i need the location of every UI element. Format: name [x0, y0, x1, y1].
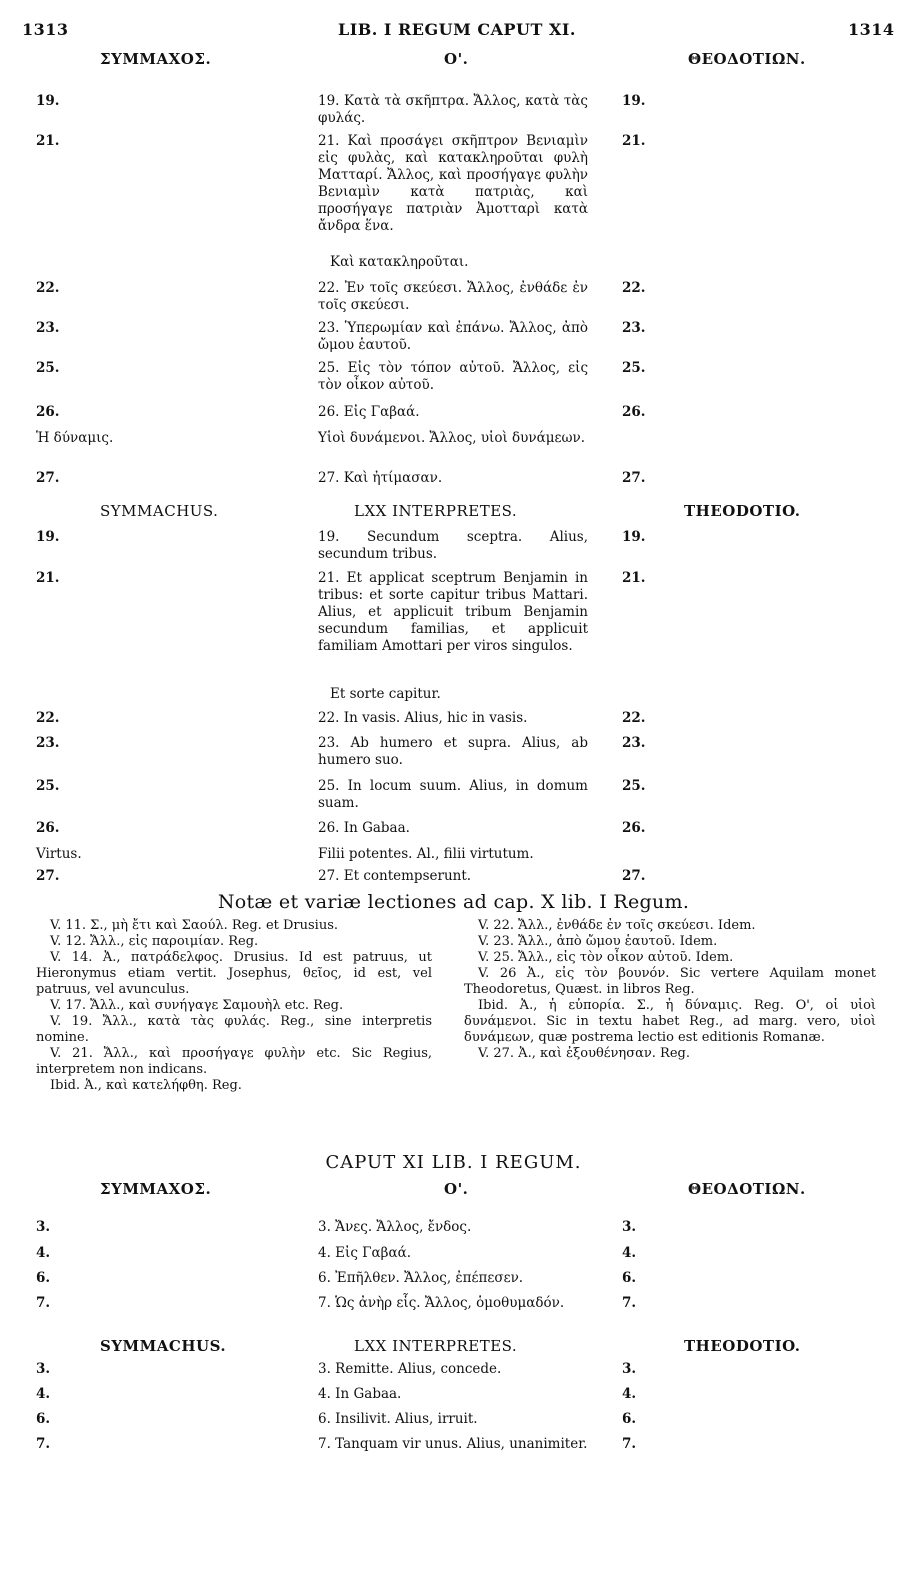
verse-number: 26.: [622, 820, 646, 836]
section-title: CAPUT XI LIB. I REGUM.: [325, 1152, 582, 1173]
verse-text: 19. Κατὰ τὰ σκῆπτρα. Ἄλλος, κατὰ τὰς φυλάς.: [318, 93, 588, 126]
col-header-lxx-latin: LXX INTERPRETES.: [354, 1337, 518, 1355]
page-number-left: 1313: [22, 20, 69, 39]
verse-text: 27. Et contempserunt.: [318, 868, 472, 884]
verse-number: 22.: [622, 280, 646, 296]
verse-number: 25.: [622, 778, 646, 794]
note: V. 23. Ἄλλ., ἀπὸ ὤμου ἑαυτοῦ. Idem.: [478, 934, 718, 949]
note: V. 14. Ἀ., πατράδελφος. Drusius. Id est patruus, ut Hieronymus etiam vertit. Josephus, θεῖος, id est, vel patruus, vel avunculus.: [36, 950, 432, 997]
col-header-lxx-latin: LXX INTERPRETES.: [354, 502, 518, 520]
verse-text: 27. Καὶ ἠτίμασαν.: [318, 470, 443, 486]
verse-text: 4. Εἰς Γαβαά.: [318, 1245, 411, 1261]
verse-number: 27.: [622, 868, 646, 884]
page-number-right: 1314: [848, 20, 895, 39]
verse-text: Υἱοὶ δυνάμενοι. Ἄλλος, υἱοὶ δυνάμεων.: [318, 430, 585, 446]
verse-text: 25. In locum suum. Alius, in domum suam.: [318, 778, 588, 811]
verse-number: 6.: [622, 1270, 637, 1286]
verse-text: 22. In vasis. Alius, hic in vasis.: [318, 710, 528, 726]
verse-number: 27.: [36, 868, 60, 884]
verse-number: 22.: [36, 280, 60, 296]
verse-text: 25. Εἰς τὸν τόπον αὐτοῦ. Ἄλλος, εἰς τὸν οἶκον αὐτοῦ.: [318, 360, 588, 393]
verse-text: 6. Ἐπῆλθεν. Ἄλλος, ἐπέπεσεν.: [318, 1270, 524, 1286]
verse-number: 27.: [622, 470, 646, 486]
col-header-symmachus-greek: ΣΥΜΜΑΧΟΣ.: [100, 50, 212, 68]
verse-number: 25.: [36, 778, 60, 794]
verse-text: 6. Insilivit. Alius, irruit.: [318, 1411, 478, 1427]
notes-title: Notæ et variæ lectiones ad cap. X lib. I Regum.: [217, 891, 690, 913]
verse-text: 19. Secundum sceptra. Alius, secundum tribus.: [318, 529, 588, 562]
note: V. 12. Ἄλλ., εἰς παροιμίαν. Reg.: [50, 934, 259, 949]
note: V. 19. Ἄλλ., κατὰ τὰς φυλάς. Reg., sine interpretis nomine.: [36, 1014, 432, 1045]
symmachus-reading: Ἡ δύναμις.: [36, 430, 114, 446]
col-header-symmachus-latin: SYMMACHUS.: [100, 1337, 227, 1355]
verse-number: 6.: [36, 1270, 51, 1286]
verse-number: 4.: [36, 1386, 51, 1402]
verse-number: 26.: [36, 404, 60, 420]
verse-number: 7.: [36, 1295, 51, 1311]
verse-number: 22.: [36, 710, 60, 726]
verse-text: 26. Εἰς Γαβαά.: [318, 404, 420, 420]
verse-number: 3.: [36, 1361, 51, 1377]
verse-text: 3. Remitte. Alius, concede.: [318, 1361, 502, 1377]
verse-number: 19.: [36, 93, 60, 109]
verse-number: 4.: [622, 1386, 637, 1402]
verse-number: 23.: [36, 735, 60, 751]
verse-number: 4.: [622, 1245, 637, 1261]
note: V. 21. Ἄλλ., καὶ προσήγαγε φυλὴν etc. Sic Regius, interpretem non indicans.: [36, 1046, 432, 1077]
verse-text: 21. Et applicat sceptrum Benjamin in tribus: et sorte capitur tribus Mattari. Alius, et applicuit tribum Benjamin secundum familias, et applicuit familiam Amottari per viros singulos.: [318, 570, 588, 654]
verse-number: 25.: [36, 360, 60, 376]
verse-number: 7.: [622, 1295, 637, 1311]
verse-number: 4.: [36, 1245, 51, 1261]
note: V. 11. Σ., μὴ ἔτι καὶ Σαούλ. Reg. et Drusius.: [50, 918, 339, 933]
col-header-symmachus-latin: SYMMACHUS.: [100, 502, 219, 520]
col-header-theodotion-greek: ΘΕΟΔΟΤΙΩΝ.: [688, 50, 806, 68]
verse-text: 21. Καὶ προσάγει σκῆπτρον Βενιαμὶν εἰς φυλὰς, καὶ κατακληροῦται φυλὴ Ματταρί. Ἄλλος, καὶ προσήγαγε φυλὴν Βενιαμὶν κατὰ πατριὰς, καὶ προσήγαγε πατριὰν Ἀμοτταρὶ κατὰ ἄνδρα ἕνα.: [318, 133, 588, 234]
col-header-symmachus-greek: ΣΥΜΜΑΧΟΣ.: [100, 1180, 212, 1198]
note: V. 22. Ἄλλ., ἐνθάδε ἐν τοῖς σκεύεσι. Idem.: [478, 918, 756, 933]
verse-number: 19.: [622, 93, 646, 109]
col-header-theodotion-latin: THEODOTIO.: [684, 1337, 801, 1355]
note: Ibid. Ἀ., ἡ εὐπορία. Σ., ἡ δύναμις. Reg. O', οἱ υἱοὶ δυνάμενοι. Sic in textu habet Reg., ad marg. vero, υἱοὶ δυνάμεων, quæ postrema lectio est editionis Romanæ.: [464, 998, 876, 1045]
verse-text: 26. In Gabaa.: [318, 820, 410, 836]
note: V. 27. Ἀ., καὶ ἐξουθένησαν. Reg.: [478, 1046, 690, 1061]
notes-right-column: [464, 918, 876, 1062]
verse-text: Filii potentes. Al., filii virtutum.: [318, 846, 534, 862]
verse-number: 3.: [622, 1219, 637, 1235]
verse-number: 26.: [622, 404, 646, 420]
notes-left-column: [36, 918, 432, 1094]
col-header-theodotion-latin: THEODOTIO.: [684, 502, 801, 520]
verse-number: 23.: [622, 320, 646, 336]
note: V. 25. Ἄλλ., εἰς τὸν οἶκον αὐτοῦ. Idem.: [478, 950, 734, 965]
verse-number: 21.: [622, 133, 646, 149]
verse-text: 4. In Gabaa.: [318, 1386, 402, 1402]
page-title: LIB. I REGUM CAPUT XI.: [338, 20, 576, 39]
verse-number: 19.: [622, 529, 646, 545]
verse-number: 25.: [622, 360, 646, 376]
col-header-lxx-greek: Ο'.: [444, 1180, 469, 1198]
verse-number: 7.: [36, 1436, 51, 1452]
verse-number: 21.: [622, 570, 646, 586]
verse-text: 23. Ὑπερωμίαν καὶ ἐπάνω. Ἄλλος, ἀπὸ ὤμου ἑαυτοῦ.: [318, 320, 588, 353]
verse-number: 19.: [36, 529, 60, 545]
verse-number: 22.: [622, 710, 646, 726]
verse-number: 21.: [36, 133, 60, 149]
verse-text: 23. Ab humero et supra. Alius, ab humero suo.: [318, 735, 588, 768]
note: V. 26 Ἀ., εἰς τὸν βουνόν. Sic vertere Aquilam monet Theodoretus, Quæst. in libros Reg.: [464, 966, 876, 997]
verse-text: 7. Ὡς ἀνὴρ εἷς. Ἄλλος, ὁμοθυμαδόν.: [318, 1295, 565, 1311]
verse-number: 6.: [36, 1411, 51, 1427]
symmachus-reading: Virtus.: [36, 846, 82, 862]
verse-number: 6.: [622, 1411, 637, 1427]
verse-number: 3.: [36, 1219, 51, 1235]
note: V. 17. Ἄλλ., καὶ συνήγαγε Σαμουὴλ etc. Reg.: [50, 998, 344, 1013]
verse-number: 23.: [36, 320, 60, 336]
verse-text: 22. Ἐν τοῖς σκεύεσι. Ἄλλος, ἐνθάδε ἐν τοῖς σκεύεσι.: [318, 280, 588, 313]
col-header-theodotion-greek: ΘΕΟΔΟΤΙΩΝ.: [688, 1180, 806, 1198]
col-header-lxx-greek: Ο'.: [444, 50, 469, 68]
verse-number: 3.: [622, 1361, 637, 1377]
verse-text: 3. Ἄνες. Ἄλλος, ἔνδος.: [318, 1219, 472, 1235]
verse-number: 21.: [36, 570, 60, 586]
note: Ibid. Ἀ., καὶ κατελήφθη. Reg.: [50, 1078, 242, 1093]
verse-text: Καὶ κατακληροῦται.: [330, 254, 469, 270]
verse-number: 7.: [622, 1436, 637, 1452]
verse-text: 7. Tanquam vir unus. Alius, unanimiter.: [318, 1436, 588, 1452]
verse-number: 23.: [622, 735, 646, 751]
verse-text: Et sorte capitur.: [330, 686, 441, 702]
verse-number: 26.: [36, 820, 60, 836]
verse-number: 27.: [36, 470, 60, 486]
